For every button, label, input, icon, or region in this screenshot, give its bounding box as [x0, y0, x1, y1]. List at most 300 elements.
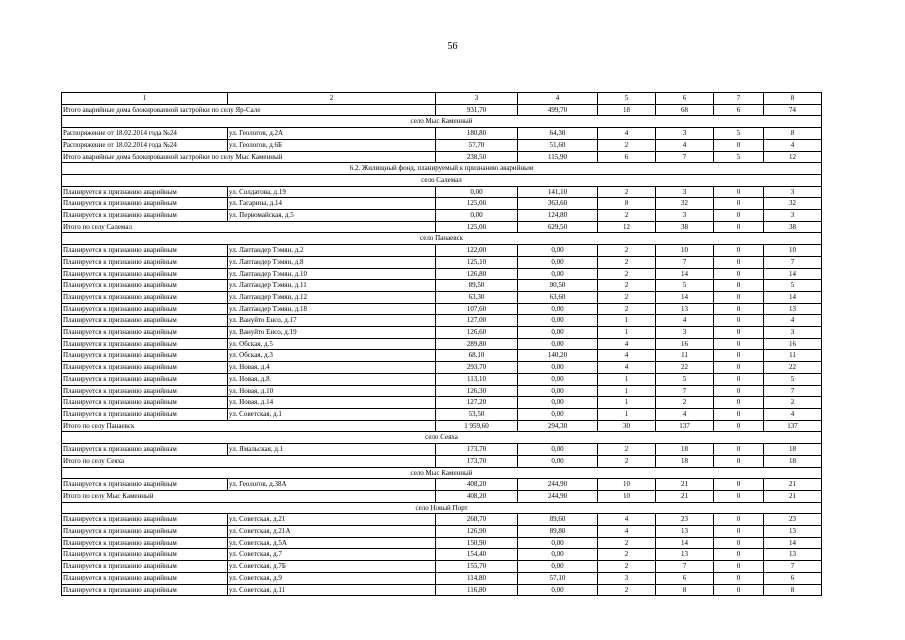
- value-cell: 10: [656, 245, 714, 257]
- value-cell: 127,20: [436, 397, 518, 409]
- value-cell: 126,80: [436, 268, 518, 280]
- table-row: [62, 479, 822, 491]
- row-label: Планируется к признанию аварийным: [62, 408, 228, 420]
- value-cell: 4: [764, 315, 822, 327]
- value-cell: 0: [714, 455, 764, 467]
- row-label: Планируется к признанию аварийным: [62, 514, 228, 526]
- value-cell: 2: [598, 537, 656, 549]
- value-cell: 1: [598, 327, 656, 339]
- value-cell: 68,10: [436, 350, 518, 362]
- value-cell: 2: [598, 268, 656, 280]
- value-cell: 13: [764, 526, 822, 538]
- value-cell: 1: [598, 373, 656, 385]
- value-cell: 154,40: [436, 549, 518, 561]
- row-label: Итого по селу Сеяха: [62, 455, 436, 467]
- value-cell: 0: [714, 561, 764, 573]
- value-cell: 4: [598, 526, 656, 538]
- table-row: [62, 350, 822, 362]
- value-cell: 363,60: [518, 198, 598, 210]
- value-cell: 5: [764, 373, 822, 385]
- value-cell: 2: [598, 280, 656, 292]
- row-label: Планируется к признанию аварийным: [62, 362, 228, 374]
- row-label: Итого по селу Панаевск: [62, 420, 436, 432]
- value-cell: 4: [656, 139, 714, 151]
- section-heading: село Мыс Каменный: [62, 467, 822, 479]
- value-cell: 0,00: [518, 362, 598, 374]
- table-row: [62, 526, 822, 538]
- value-cell: 238,50: [436, 151, 518, 163]
- value-cell: 0: [714, 479, 764, 491]
- value-cell: 0: [714, 584, 764, 596]
- value-cell: 0: [714, 526, 764, 538]
- value-cell: 14: [764, 291, 822, 303]
- value-cell: 22: [764, 362, 822, 374]
- value-cell: 13: [656, 526, 714, 538]
- value-cell: 2: [656, 397, 714, 409]
- column-header: 4: [518, 93, 598, 105]
- value-cell: 0: [714, 572, 764, 584]
- row-label: Планируется к признанию аварийным: [62, 572, 228, 584]
- address-cell: ул. Новая, д.14: [228, 397, 436, 409]
- value-cell: 74: [764, 104, 822, 116]
- value-cell: 6: [714, 104, 764, 116]
- value-cell: 18: [656, 455, 714, 467]
- address-cell: ул. Лаптандер Тэмян, д.12: [228, 291, 436, 303]
- value-cell: 4: [598, 514, 656, 526]
- column-header: 7: [714, 93, 764, 105]
- value-cell: 173,70: [436, 444, 518, 456]
- summary-row: [62, 490, 822, 502]
- table-row: [62, 268, 822, 280]
- value-cell: 0: [714, 291, 764, 303]
- value-cell: 89,60: [518, 514, 598, 526]
- row-label: Планируется к признанию аварийным: [62, 537, 228, 549]
- value-cell: 89,80: [518, 526, 598, 538]
- value-cell: 23: [764, 514, 822, 526]
- value-cell: 13: [764, 549, 822, 561]
- value-cell: 116,80: [436, 584, 518, 596]
- address-cell: ул. Новая, д.10: [228, 385, 436, 397]
- value-cell: 5: [714, 151, 764, 163]
- value-cell: 125,00: [436, 221, 518, 233]
- value-cell: 3: [598, 572, 656, 584]
- row-label: Планируется к признанию аварийным: [62, 385, 228, 397]
- value-cell: 0,00: [436, 210, 518, 222]
- value-cell: 0: [714, 256, 764, 268]
- value-cell: 0,00: [518, 338, 598, 350]
- table-row: [62, 385, 822, 397]
- value-cell: 122,00: [436, 245, 518, 257]
- value-cell: 53,50: [436, 408, 518, 420]
- table-row: [62, 280, 822, 292]
- value-cell: 0: [714, 303, 764, 315]
- row-label: Планируется к признанию аварийным: [62, 549, 228, 561]
- value-cell: 8: [598, 198, 656, 210]
- value-cell: 0: [714, 338, 764, 350]
- value-cell: 21: [656, 490, 714, 502]
- section-heading: село Мыс Каменный: [62, 116, 822, 128]
- value-cell: 14: [764, 537, 822, 549]
- column-header: 8: [764, 93, 822, 105]
- table-row: [62, 210, 822, 222]
- value-cell: 3: [764, 210, 822, 222]
- value-cell: 4: [764, 139, 822, 151]
- row-label: Планируется к признанию аварийным: [62, 315, 228, 327]
- address-cell: ул. Ямальская, д.1: [228, 444, 436, 456]
- table-row: [62, 315, 822, 327]
- section-heading-row: [62, 467, 822, 479]
- value-cell: 155,70: [436, 561, 518, 573]
- table-row: [62, 245, 822, 257]
- value-cell: 0: [714, 397, 764, 409]
- section-heading: село Новый Порт: [62, 502, 822, 514]
- value-cell: 2: [598, 584, 656, 596]
- table-row: [62, 198, 822, 210]
- value-cell: 1: [598, 315, 656, 327]
- value-cell: 0,00: [518, 408, 598, 420]
- value-cell: 6: [764, 572, 822, 584]
- table-row: [62, 256, 822, 268]
- value-cell: 2: [598, 256, 656, 268]
- value-cell: 3: [656, 128, 714, 140]
- address-cell: ул. Советская, д.7Б: [228, 561, 436, 573]
- value-cell: 51,60: [518, 139, 598, 151]
- summary-row: [62, 420, 822, 432]
- value-cell: 244,90: [518, 479, 598, 491]
- table-row: [62, 537, 822, 549]
- value-cell: 23: [656, 514, 714, 526]
- value-cell: 0: [714, 385, 764, 397]
- value-cell: 0,00: [518, 444, 598, 456]
- value-cell: 0: [714, 362, 764, 374]
- address-cell: ул. Лаптандер Тэмян, д.11: [228, 280, 436, 292]
- value-cell: 0,00: [518, 373, 598, 385]
- value-cell: 141,10: [518, 186, 598, 198]
- address-cell: ул. Вануйто Енсо, д.17: [228, 315, 436, 327]
- row-label: Планируется к признанию аварийным: [62, 561, 228, 573]
- value-cell: 89,50: [436, 280, 518, 292]
- value-cell: 294,30: [518, 420, 598, 432]
- row-label: Планируется к признанию аварийным: [62, 303, 228, 315]
- value-cell: 18: [764, 455, 822, 467]
- value-cell: 931,70: [436, 104, 518, 116]
- address-cell: ул. Советская, д.5А: [228, 537, 436, 549]
- value-cell: 0,00: [518, 584, 598, 596]
- value-cell: 0: [714, 549, 764, 561]
- value-cell: 5: [714, 128, 764, 140]
- value-cell: 18: [598, 104, 656, 116]
- address-cell: ул. Советская, д.21: [228, 514, 436, 526]
- value-cell: 4: [598, 338, 656, 350]
- row-label: Планируется к признанию аварийным: [62, 526, 228, 538]
- value-cell: 137: [656, 420, 714, 432]
- address-cell: ул. Лаптандер Тэмян, д.8: [228, 256, 436, 268]
- value-cell: 0,00: [518, 549, 598, 561]
- table-header-row: [62, 93, 822, 105]
- value-cell: 0: [714, 221, 764, 233]
- value-cell: 3: [764, 186, 822, 198]
- value-cell: 12: [598, 221, 656, 233]
- table-row: [62, 408, 822, 420]
- column-header: 5: [598, 93, 656, 105]
- value-cell: 0,00: [518, 245, 598, 257]
- table-row: [62, 139, 822, 151]
- section-heading: село Салемал: [62, 174, 822, 186]
- table-row: [62, 327, 822, 339]
- value-cell: 1: [598, 397, 656, 409]
- value-cell: 68: [656, 104, 714, 116]
- table-row: [62, 303, 822, 315]
- row-label: Итого аварийные дома блокированной застройки по селу Яр-Сале: [62, 104, 436, 116]
- value-cell: 11: [764, 350, 822, 362]
- value-cell: 0: [714, 186, 764, 198]
- row-label: Планируется к признанию аварийным: [62, 338, 228, 350]
- value-cell: 0: [714, 408, 764, 420]
- value-cell: 127,00: [436, 315, 518, 327]
- value-cell: 5: [656, 373, 714, 385]
- row-label: Планируется к признанию аварийным: [62, 210, 228, 222]
- row-label: Итого по селу Мыс Каменный: [62, 490, 436, 502]
- table-row: [62, 373, 822, 385]
- value-cell: 0: [714, 373, 764, 385]
- address-cell: ул. Геологов, д.38А: [228, 479, 436, 491]
- row-label: Планируется к признанию аварийным: [62, 198, 228, 210]
- value-cell: 16: [764, 338, 822, 350]
- table-row: [62, 338, 822, 350]
- value-cell: 0: [714, 210, 764, 222]
- value-cell: 1: [598, 385, 656, 397]
- table-row: [62, 128, 822, 140]
- value-cell: 0: [714, 139, 764, 151]
- row-label: Планируется к признанию аварийным: [62, 186, 228, 198]
- column-header: 2: [228, 93, 436, 105]
- section-heading: село Панаевск: [62, 233, 822, 245]
- table-row: [62, 561, 822, 573]
- table-row: [62, 291, 822, 303]
- summary-row: [62, 455, 822, 467]
- value-cell: 4: [656, 315, 714, 327]
- table-row: [62, 186, 822, 198]
- column-header: 3: [436, 93, 518, 105]
- address-cell: ул. Геологов, д.6Б: [228, 139, 436, 151]
- row-label: Планируется к признанию аварийным: [62, 291, 228, 303]
- value-cell: 5: [656, 280, 714, 292]
- value-cell: 38: [656, 221, 714, 233]
- value-cell: 0,00: [518, 561, 598, 573]
- value-cell: 0,00: [518, 327, 598, 339]
- value-cell: 180,80: [436, 128, 518, 140]
- value-cell: 2: [598, 139, 656, 151]
- value-cell: 0: [714, 537, 764, 549]
- value-cell: 16: [656, 338, 714, 350]
- address-cell: ул. Лаптандер Тэмян, д.2: [228, 245, 436, 257]
- value-cell: 0,00: [518, 397, 598, 409]
- section-heading-row: [62, 163, 822, 175]
- address-cell: ул. Советская, д.9: [228, 572, 436, 584]
- value-cell: 12: [764, 151, 822, 163]
- value-cell: 14: [656, 291, 714, 303]
- row-label: Планируется к признанию аварийным: [62, 245, 228, 257]
- value-cell: 4: [656, 408, 714, 420]
- value-cell: 0: [714, 514, 764, 526]
- summary-row: [62, 104, 822, 116]
- value-cell: 2: [598, 291, 656, 303]
- value-cell: 115,90: [518, 151, 598, 163]
- value-cell: 0: [714, 315, 764, 327]
- value-cell: 7: [764, 561, 822, 573]
- value-cell: 125,10: [436, 256, 518, 268]
- value-cell: 4: [598, 128, 656, 140]
- table-row: [62, 549, 822, 561]
- value-cell: 140,20: [518, 350, 598, 362]
- value-cell: 30: [598, 420, 656, 432]
- value-cell: 124,80: [518, 210, 598, 222]
- page-number: 56: [447, 41, 458, 52]
- section-heading-row: [62, 233, 822, 245]
- housing-table: [61, 92, 822, 596]
- value-cell: 10: [598, 479, 656, 491]
- value-cell: 2: [598, 303, 656, 315]
- value-cell: 3: [656, 210, 714, 222]
- value-cell: 0: [714, 198, 764, 210]
- value-cell: 268,70: [436, 514, 518, 526]
- value-cell: 2: [598, 186, 656, 198]
- value-cell: 0,00: [518, 537, 598, 549]
- row-label: Итого аварийные дома блокированной застройки по селу Мыс Каменный: [62, 151, 436, 163]
- value-cell: 63,30: [436, 291, 518, 303]
- value-cell: 0,00: [518, 455, 598, 467]
- value-cell: 4: [598, 362, 656, 374]
- value-cell: 21: [764, 479, 822, 491]
- value-cell: 0,00: [518, 303, 598, 315]
- value-cell: 0: [714, 327, 764, 339]
- value-cell: 3: [656, 186, 714, 198]
- section-heading-row: [62, 502, 822, 514]
- row-label: Планируется к признанию аварийным: [62, 479, 228, 491]
- value-cell: 2: [598, 444, 656, 456]
- value-cell: 7: [656, 561, 714, 573]
- value-cell: 125,00: [436, 198, 518, 210]
- value-cell: 0,00: [436, 186, 518, 198]
- value-cell: 7: [656, 385, 714, 397]
- address-cell: ул. Солдатова, д.19: [228, 186, 436, 198]
- address-cell: ул. Гагарина, д.14: [228, 198, 436, 210]
- value-cell: 408,20: [436, 479, 518, 491]
- row-label: Планируется к признанию аварийным: [62, 256, 228, 268]
- value-cell: 2: [598, 455, 656, 467]
- row-label: Итого по селу Салемал: [62, 221, 436, 233]
- table-row: [62, 362, 822, 374]
- value-cell: 0: [714, 444, 764, 456]
- value-cell: 2: [598, 210, 656, 222]
- value-cell: 0: [714, 420, 764, 432]
- value-cell: 126,90: [436, 526, 518, 538]
- value-cell: 0,00: [518, 256, 598, 268]
- table-row: [62, 514, 822, 526]
- table-body: [62, 104, 822, 596]
- value-cell: 10: [764, 245, 822, 257]
- row-label: Распоряжение от 18.02.2014 года №24: [62, 128, 228, 140]
- value-cell: 13: [656, 549, 714, 561]
- value-cell: 113,10: [436, 373, 518, 385]
- value-cell: 21: [656, 479, 714, 491]
- row-label: Планируется к признанию аварийным: [62, 280, 228, 292]
- address-cell: ул. Обская, д.3: [228, 350, 436, 362]
- value-cell: 2: [598, 549, 656, 561]
- address-cell: ул. Первомайская, д.5: [228, 210, 436, 222]
- row-label: Планируется к признанию аварийным: [62, 397, 228, 409]
- value-cell: 57,70: [436, 139, 518, 151]
- value-cell: 5: [764, 280, 822, 292]
- value-cell: 150,90: [436, 537, 518, 549]
- value-cell: 0: [714, 350, 764, 362]
- address-cell: ул. Новая, д.4: [228, 362, 436, 374]
- row-label: Планируется к признанию аварийным: [62, 444, 228, 456]
- value-cell: 13: [764, 303, 822, 315]
- value-cell: 7: [656, 256, 714, 268]
- value-cell: 1 959,60: [436, 420, 518, 432]
- value-cell: 32: [764, 198, 822, 210]
- value-cell: 137: [764, 420, 822, 432]
- section-heading-row: [62, 116, 822, 128]
- column-header: 1: [62, 93, 228, 105]
- table-row: [62, 397, 822, 409]
- address-cell: ул. Лаптандер Тэмян, д.18: [228, 303, 436, 315]
- value-cell: 0: [714, 280, 764, 292]
- value-cell: 0: [714, 245, 764, 257]
- value-cell: 8: [656, 584, 714, 596]
- value-cell: 0,00: [518, 315, 598, 327]
- value-cell: 14: [656, 268, 714, 280]
- value-cell: 21: [764, 490, 822, 502]
- value-cell: 14: [764, 268, 822, 280]
- value-cell: 629,50: [518, 221, 598, 233]
- value-cell: 126,60: [436, 327, 518, 339]
- value-cell: 32: [656, 198, 714, 210]
- value-cell: 499,70: [518, 104, 598, 116]
- value-cell: 293,70: [436, 362, 518, 374]
- value-cell: 8: [764, 128, 822, 140]
- value-cell: 8: [764, 584, 822, 596]
- section-heading: село Сеяха: [62, 432, 822, 444]
- row-label: Планируется к признанию аварийным: [62, 350, 228, 362]
- value-cell: 7: [764, 385, 822, 397]
- value-cell: 6: [598, 151, 656, 163]
- row-label: Планируется к признанию аварийным: [62, 327, 228, 339]
- value-cell: 114,80: [436, 572, 518, 584]
- value-cell: 13: [656, 303, 714, 315]
- summary-row: [62, 221, 822, 233]
- value-cell: 3: [764, 327, 822, 339]
- address-cell: ул. Советская, д.7: [228, 549, 436, 561]
- section-heading: 6.2. Жилищный фонд, планируемый к признанию аварийным: [62, 163, 822, 175]
- address-cell: ул. Советская, д.11: [228, 584, 436, 596]
- value-cell: 64,30: [518, 128, 598, 140]
- value-cell: 408,20: [436, 490, 518, 502]
- row-label: Планируется к признанию аварийным: [62, 584, 228, 596]
- address-cell: ул. Лаптандер Тэмян, д.10: [228, 268, 436, 280]
- value-cell: 0: [714, 490, 764, 502]
- value-cell: 0,00: [518, 385, 598, 397]
- value-cell: 6: [656, 572, 714, 584]
- value-cell: 38: [764, 221, 822, 233]
- value-cell: 7: [764, 256, 822, 268]
- table-row: [62, 444, 822, 456]
- value-cell: 2: [598, 561, 656, 573]
- value-cell: 63,60: [518, 291, 598, 303]
- value-cell: 0,00: [518, 268, 598, 280]
- value-cell: 7: [656, 151, 714, 163]
